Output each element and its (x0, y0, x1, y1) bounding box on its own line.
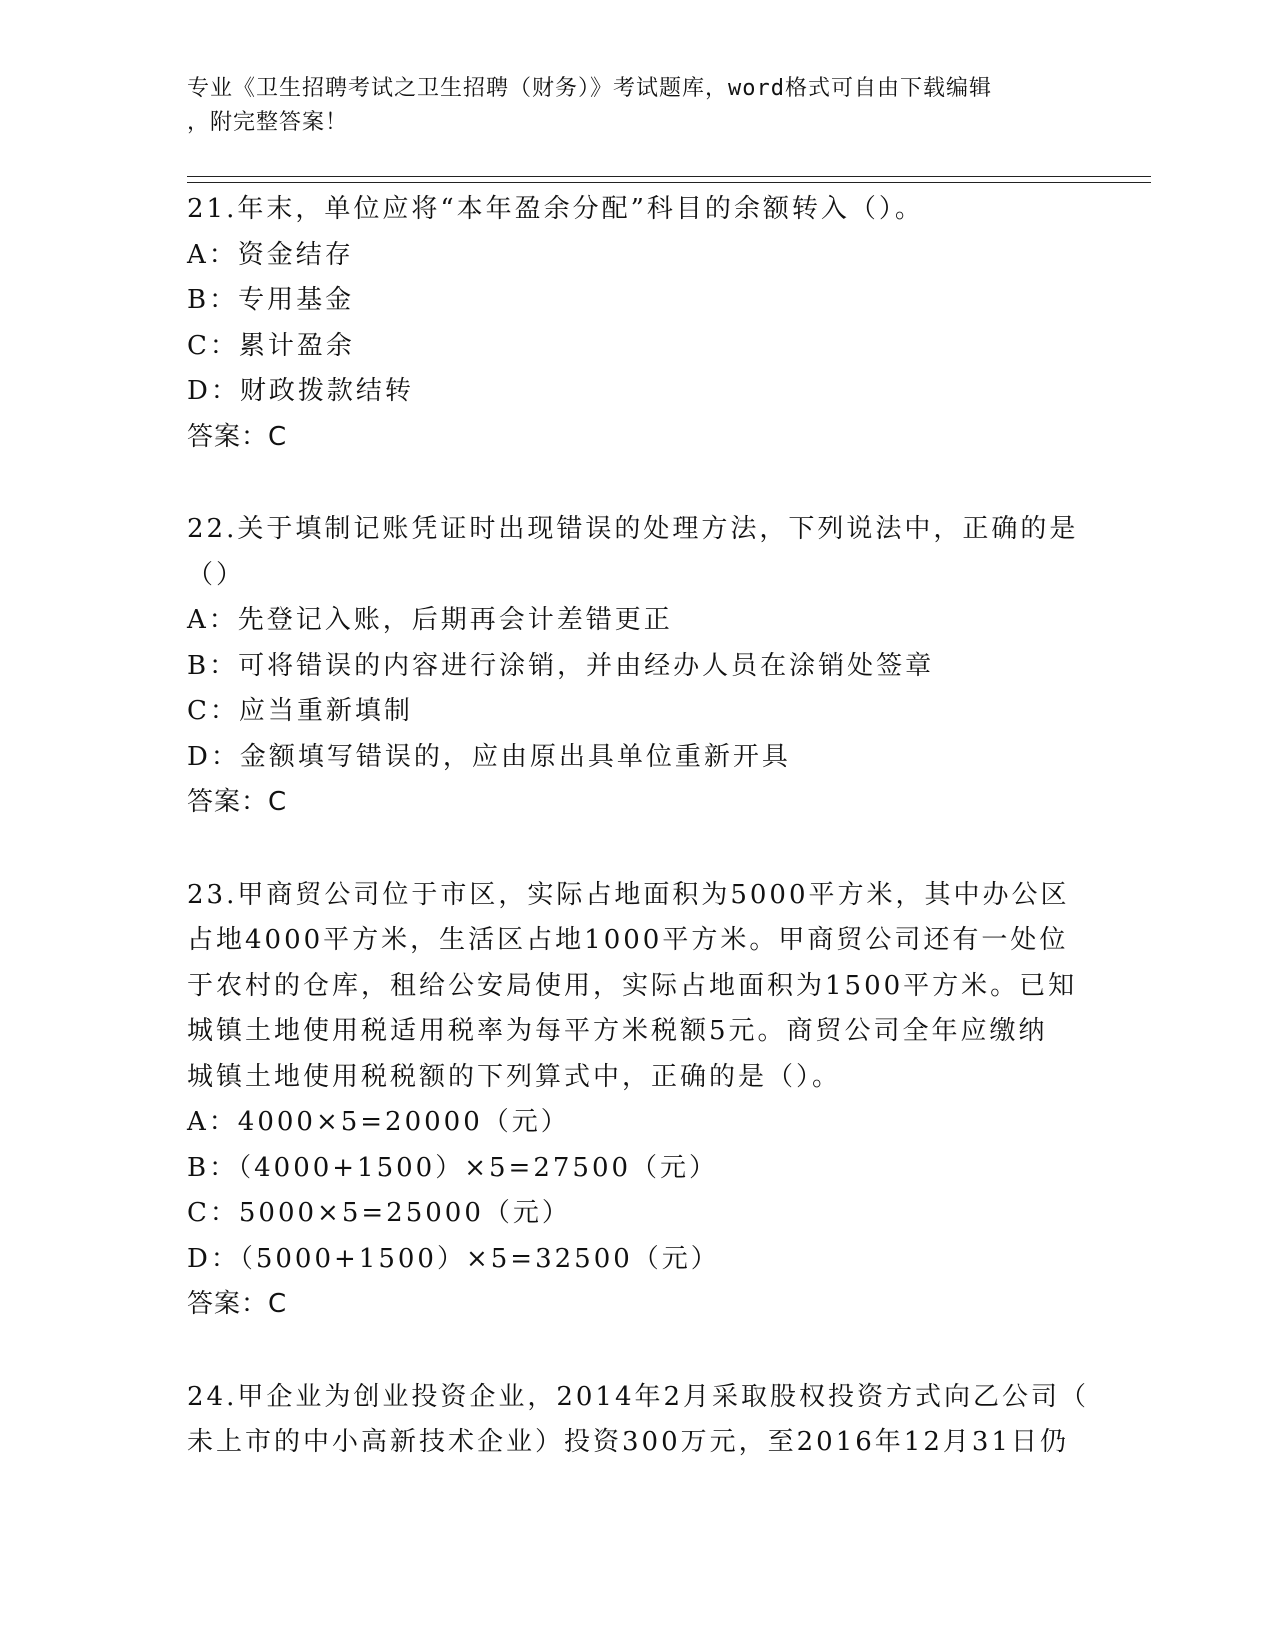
answer: 答案：C (187, 1289, 288, 1319)
option-d: D：金额填写错误的，应由原出具单位重新开具 (187, 741, 791, 772)
option-a: A：资金结存 (187, 239, 354, 270)
option-b: B：可将错误的内容进行涂销，并由经办人员在涂销处签章 (187, 650, 935, 681)
question-24 (187, 1375, 1090, 1466)
question-text: 22.关于填制记账凭证时出现错误的处理方法，下列说法中，正确的是 (187, 514, 1079, 544)
question-text: 占地4000平方米，生活区占地1000平方米。甲商贸公司还有一处位 (187, 925, 1069, 955)
option-a: A：先登记入账，后期再会计差错更正 (187, 605, 673, 635)
option-c: C：应当重新填制 (187, 696, 413, 726)
question-text: 城镇土地使用税适用税率为每平方米税额5元。商贸公司全年应缴纳 (187, 1016, 1048, 1046)
question-23 (187, 873, 1087, 1328)
question-text: 城镇土地使用税税额的下列算式中，正确的是（）。 (187, 1061, 842, 1092)
option-c: C：累计盈余 (187, 330, 355, 361)
option-a: A：4000×5=20000（元） (187, 1107, 570, 1137)
option-d: D：（5000+1500）×5=32500（元） (187, 1243, 720, 1274)
header-divider-bottom (187, 182, 1151, 183)
option-b: B：（4000+1500）×5=27500（元） (187, 1152, 719, 1183)
header-line-1: 专业《卫生招聘考试之卫生招聘（财务）》考试题库，word格式可自由下载编辑 (187, 76, 992, 101)
header-line-2: ，附完整答案！ (187, 110, 349, 135)
option-d: D：财政拨款结转 (187, 376, 414, 406)
question-text: 未上市的中小高新技术企业）投资300万元，至2016年12月31日仍 (187, 1427, 1069, 1457)
header-divider-top (187, 176, 1151, 177)
question-text: （） (187, 559, 246, 590)
question-text: 23.甲商贸公司位于市区，实际占地面积为5000平方米，其中办公区 (187, 879, 1070, 910)
option-c: C：5000×5=25000（元） (187, 1198, 571, 1228)
question-list (187, 187, 1090, 1513)
document-header (187, 72, 1077, 140)
question-text: 于农村的仓库，租给公安局使用，实际占地面积为1500平方米。已知 (187, 970, 1078, 1001)
question-22 (187, 507, 1087, 826)
question-text: 21.年末，单位应将“本年盈余分配”科目的余额转入（）。 (187, 194, 924, 224)
option-b: B：专用基金 (187, 285, 355, 315)
question-text: 24.甲企业为创业投资企业，2014年2月采取股权投资方式向乙公司（ (187, 1381, 1090, 1412)
answer: 答案：C (187, 421, 288, 452)
question-21 (187, 187, 1087, 460)
answer: 答案：C (187, 787, 288, 817)
